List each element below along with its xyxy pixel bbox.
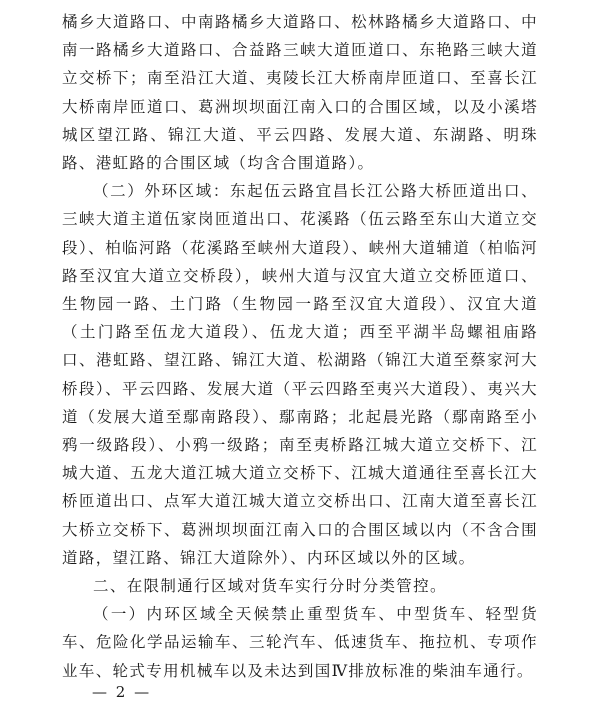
paragraph-inner-ring-ban: （一）内环区域全天候禁止重型货车、中型货车、轻型货车、危险化学品运输车、三轮汽车、低速货车、拖拉机、专项作业车、轮式专用机械车以及未达到国Ⅳ排放标准的柴油车通行。 xyxy=(62,605,538,680)
paragraph-outer-ring: （二）外环区域：东起伍云路宜昌长江公路大桥匝道出口、三峡大道主道伍家岗匝道出口、花溪路（伍云路至东山大道立交段）、柏临河路（花溪路至峡州大道段）、峡州大道辅道（柏临河路至汉宜大道立交桥段），峡州大道与汉宜大道立交桥匝道口、生物园一路、土门路（生物园一路至汉宜大道段）、汉宜大道（土门路至伍龙大道段）、伍龙大道；西至平湖半岛螺祖庙路口、港虹路、望江路、锦江大道、松湖路（锦江大道至蔡家河大桥段）、平云四路、发展大道（平云四路至夷兴大道段）、夷兴大道（发展大道至鄢南路段）、鄢南路；北起晨光路（鄢南路至小鸦一级路段）、小鸦一级路；南至夷桥路江城大道立交桥下、江城大道、五龙大道江城大道立交桥下、江城大道通往至喜长江大桥匝道出口、点军大道江城大道立交桥出口、江南大道至喜长江大桥立交桥下、葛洲坝坝面江南入口的合围区域以内（不含合围道路，望江路、锦江大道除外）、内环区域以外的区域。 xyxy=(62,182,538,567)
section-heading-two: 二、在限制通行区域对货车实行分时分类管控。 xyxy=(93,577,447,596)
page-number: — 2 — xyxy=(92,683,152,701)
paragraph-continuation: 橘乡大道路口、中南路橘乡大道路口、松林路橘乡大道路口、中南一路橘乡大道路口、合益路三峡大道匝道口、东艳路三峡大道立交桥下；南至沿江大道、夷陵长江大桥南岸匝道口、至喜长江大桥南岸匝道口、葛洲坝坝面江南入口的合围区域，以及小溪塔城区望江路、锦江大道、平云四路、发展大道、东湖路、明珠路、港虹路的合围区域（均含合围道路）。 xyxy=(62,13,538,173)
